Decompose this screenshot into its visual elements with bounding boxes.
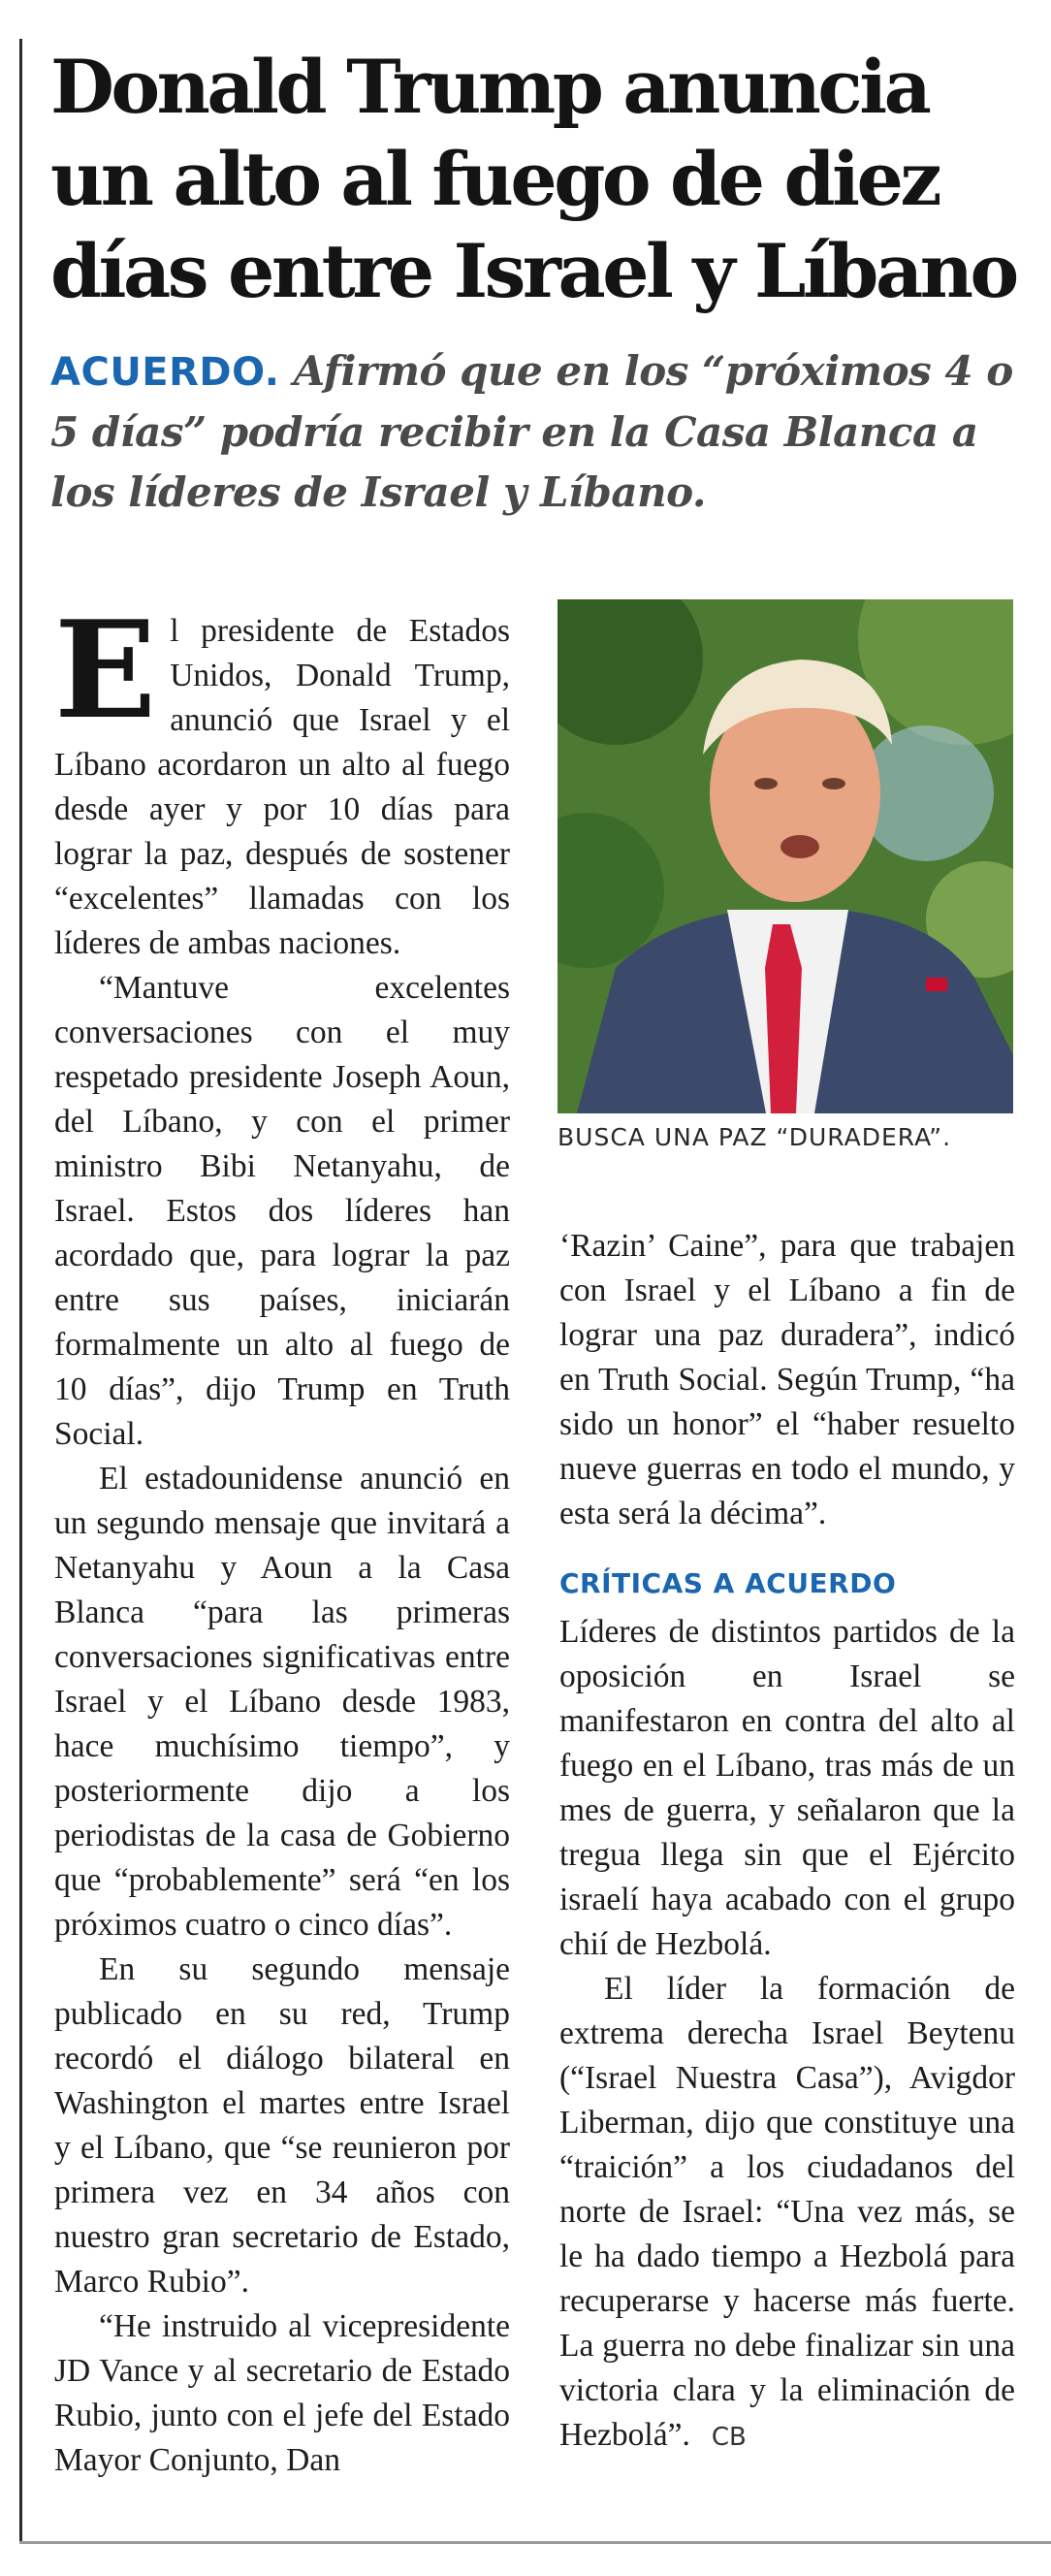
- paragraph-4: En su segundo mensaje publicado en su red, Trump recordó el diálogo bilateral en Washington el martes entre Israel y el Líbano, que “se reunieron por primera vez en 34 años con nuestro gran secretario de Estado, Marco Rubio”.: [54, 1951, 510, 2300]
- paragraph-8-text: El líder la formación de extrema derecha Israel Beytenu (“Israel Nuestra Casa”), Avigdor Liberman, dijo que constituye una “traición” a los ciudadanos del norte de Israel: “Una vez más, se le ha dado tiempo a Hezbolá para recuperarse y hacerse más fuerte. La guerra no debe finalizar sin una victoria clara y la eliminación de Hezbolá”.: [559, 1971, 1015, 2453]
- deck-text: Afirmó que en los “próximos 4 o 5 días” podría recibir en la Casa Blanca a los líderes de Israel y Líbano.: [50, 347, 1013, 516]
- bottom-rule: [19, 2541, 1051, 2544]
- paragraph-7: Líderes de distintos partidos de la oposición en Israel se manifestaron en contra del alto al fuego en el Líbano, tras más de un mes de guerra, y señalaron que la tregua llega sin que el Ejército israelí haya acabado con el grupo chií de Hezbolá.: [559, 1614, 1015, 1962]
- photo-illustration: [557, 599, 1013, 1113]
- article-column-left: [54, 591, 510, 2483]
- deck-kicker: ACUERDO.: [50, 350, 280, 395]
- deck: [50, 341, 1035, 523]
- left-column-rule: [19, 39, 22, 2541]
- trump-photo: [557, 599, 1013, 1113]
- section-subhead: CRÍTICAS A ACUERDO: [559, 1567, 897, 1599]
- paragraph-5: “He instruido al vicepresidente JD Vance y al secretario de Estado Rubio, junto con el jefe del Estado Mayor Conjunto, Dan: [54, 2308, 510, 2478]
- article-column-right: [559, 1224, 1015, 2460]
- paragraph-8: [559, 1967, 1015, 2460]
- dropcap: E: [54, 591, 157, 749]
- headline: Donald Trump anuncia un alto al fuego de diez días entre Israel y Líbano: [50, 44, 1016, 314]
- paragraph-3: El estadounidense anunció en un segundo mensaje que invitará a Netanyahu y Aoun a la Casa Blanca “para las primeras conversaciones significativas entre Israel y el Líbano desde 1983, hace muchísimo tiempo”, y posteriormente dijo a los periodistas de la casa de Gobierno que “probablemente” será “en los próximos cuatro o cinco días”.: [54, 1461, 510, 1943]
- paragraph-1-text: l presidente de Estados Unidos, Donald Trump, anunció que Israel y el Líbano acordaron un alto al fuego desde ayer y por 10 días para lograr la paz, después de sostener “excelentes” llamadas con los líderes de ambas naciones.: [54, 613, 510, 961]
- paragraph-1: [54, 591, 510, 966]
- photo-caption: BUSCA UNA PAZ “DURADERA”.: [557, 1123, 952, 1151]
- paragraph-6: ‘Razin’ Caine”, para que trabajen con Israel y el Líbano a fin de lograr una paz duradera”, indicó en Truth Social. Según Trump, “ha sido un honor” el “haber resuelto nueve guerras en todo el mundo, y esta será la décima”.: [559, 1228, 1015, 1531]
- paragraph-2: “Mantuve excelentes conversaciones con el muy respetado presidente Joseph Aoun, del Líbano, y con el primer ministro Bibi Netanyahu, de Israel. Estos dos líderes han acordado que, para lograr la paz entre sus países, iniciarán formalmente un alto al fuego de 10 días”, dijo Trump en Truth Social.: [54, 970, 510, 1452]
- end-mark-icon: CB: [711, 2423, 747, 2452]
